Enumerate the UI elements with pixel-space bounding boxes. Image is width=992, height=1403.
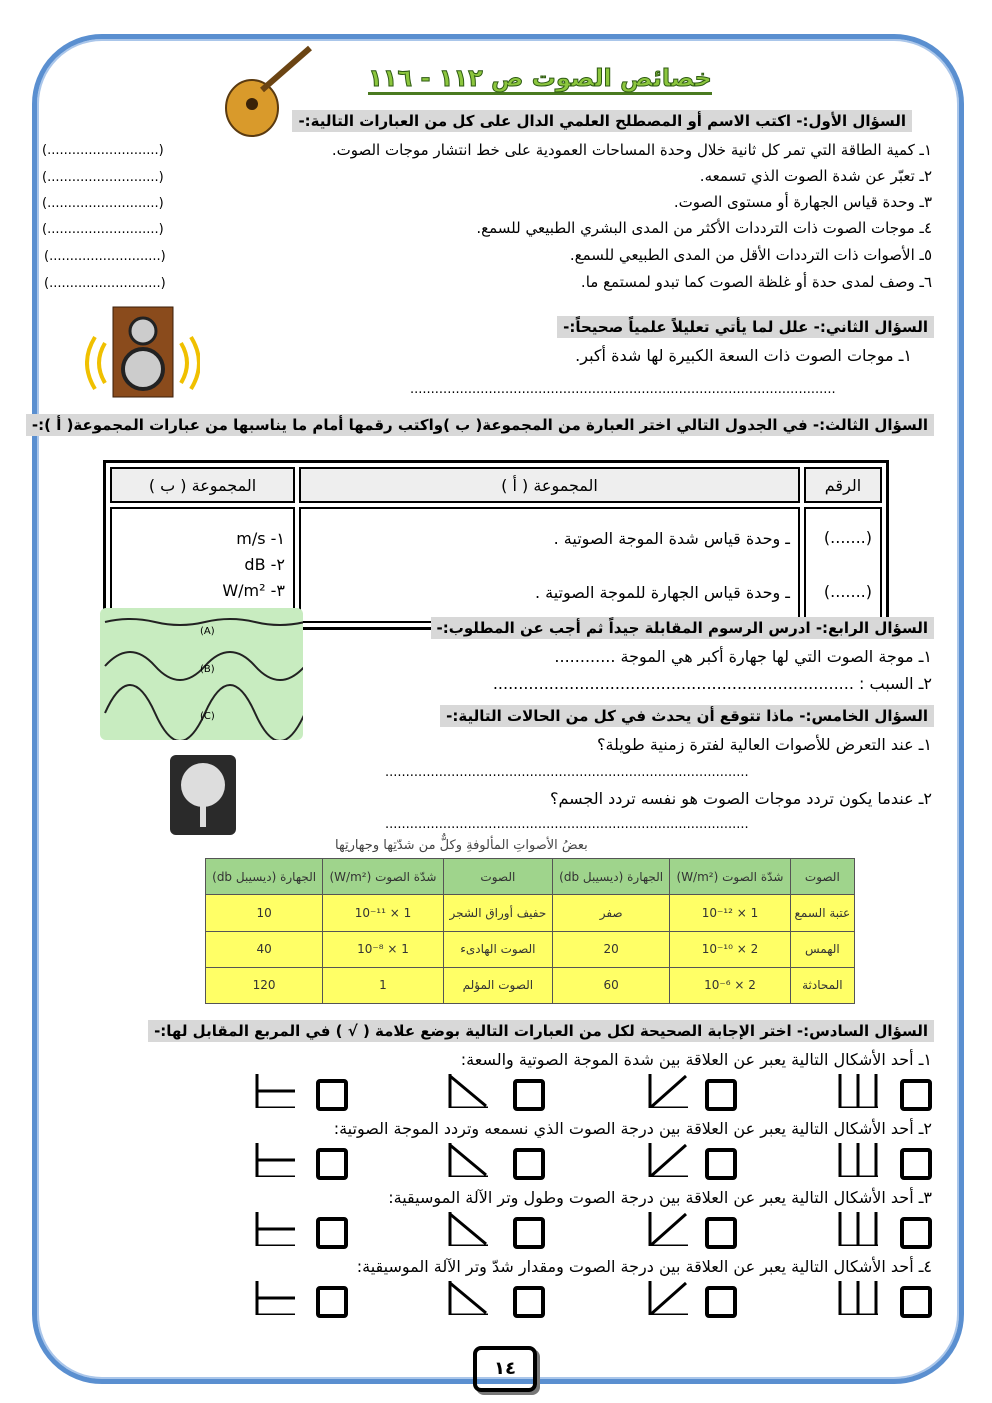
q3-header: السؤال الثالث:- في الجدول التالي اختر العبارة من المجموعة( ب )واكتب رقمها أمام ما يناسبها من عبارات المجموعة( أ ):- [26,414,934,436]
col-header-group-b: المجموعة ( ب ) [110,467,295,503]
answer-blank[interactable]: (...........................) [42,196,164,211]
rising-line-graph-icon [648,1212,688,1246]
table-cell: الصوت المؤلم [443,967,552,1003]
col-header-number: الرقم [804,467,882,503]
header-cell: الصوت [790,859,854,895]
group-a-item: ـ وحدة قياس شدة الموجة الصوتية . [553,528,790,548]
q6-item: ٣ـ أحد الأشكال التالية يعبر عن العلاقة بين درجة الصوت وطول وتر الآلة الموسيقية: [388,1188,932,1207]
answer-checkbox[interactable] [900,1079,932,1111]
table-cell: 2 × 10⁻⁶ [670,967,790,1003]
q6-item: ٢ـ أحد الأشكال التالية يعبر عن العلاقة بين درجة الصوت الذي نسمعه وتردد الموجة الصوتية: [333,1119,932,1138]
table-cell: حفيف أوراق الشجر [443,895,552,931]
tree-image [170,755,236,835]
header-cell: شدّة الصوت (W/m²) [670,859,790,895]
table-cell: 1 [323,967,443,1003]
table-cell: 1 × 10⁻¹² [670,895,790,931]
answer-line[interactable]: ....................................................................................................... [410,382,836,397]
header-cell: الجهارة (ديسيبل db) [206,859,323,895]
answer-checkbox[interactable] [705,1217,737,1249]
flat-line-graph-icon [255,1281,295,1315]
q1-item: ٥ـ الأصوات ذات الترددات الأقل من المدى الطبيعي للسمع. [569,246,932,264]
falling-line-graph-icon [448,1212,488,1246]
answer-checkbox[interactable] [705,1079,737,1111]
table-cell: عتبة السمع [790,895,854,931]
number-blank[interactable]: (.......) [823,582,872,601]
answer-checkbox[interactable] [316,1079,348,1111]
table-cell: 2 × 10⁻¹⁰ [670,931,790,967]
wave-label-c: (C) [200,711,215,722]
q4-header: السؤال الرابع:- ادرس الرسوم المقابلة جيداً ثم أجب عن المطلوب:- [431,617,934,639]
page-title: خصائص الصوت ص ١١٢ - ١١٦ [368,64,712,95]
answer-line[interactable]: ........................................................................................ [385,765,749,780]
q4-item: ٢ـ السبب : ....................................................................... [492,674,932,693]
q2-header: السؤال الثاني:- علل لما يأتي تعليلاً علمياً صحيحاً:- [557,316,934,338]
q6-header: السؤال السادس:- اختر الإجابة الصحيحة لكل من العبارات التالية بوضع علامة ( √ ) في المربع المقابل لها:- [148,1020,934,1042]
rising-line-graph-icon [648,1143,688,1177]
answer-blank[interactable]: (...........................) [42,222,164,237]
table-cell: الصوت الهادىء [443,931,552,967]
speaker-image [85,303,200,401]
parallel-lines-graph-icon [838,1143,878,1177]
page-title-wrap [330,64,750,95]
rising-line-graph-icon [648,1074,688,1108]
answer-checkbox[interactable] [705,1148,737,1180]
answer-checkbox[interactable] [900,1148,932,1180]
group-b-item: ٢- dB [244,555,285,574]
parallel-lines-graph-icon [838,1212,878,1246]
rising-line-graph-icon [648,1281,688,1315]
answer-checkbox[interactable] [513,1217,545,1249]
wave-label-a: (A) [200,626,215,637]
falling-line-graph-icon [448,1143,488,1177]
q1-item: ٢ـ تعبّر عن شدة الصوت الذي تسمعه. [699,167,932,185]
flat-line-graph-icon [255,1074,295,1108]
q1-header: السؤال الأول:- اكتب الاسم أو المصطلح العلمي الدال على كل من العبارات التالية:- [292,110,912,132]
answer-checkbox[interactable] [900,1217,932,1249]
q5-item: ٢ـ عندما يكون تردد موجات الصوت هو نفسه تردد الجسم؟ [550,789,932,808]
page-number: ١٤ [473,1346,537,1392]
table-cell: صفر [553,895,670,931]
q1-item: ٣ـ وحدة قياس الجهارة أو مستوى الصوت. [673,193,932,211]
answer-checkbox[interactable] [900,1286,932,1318]
group-a-item: ـ وحدة قياس الجهارة للموجة الصوتية . [534,582,790,602]
group-b-item: ١- m/s [236,529,285,548]
header-cell: شدّة الصوت (W/m²) [323,859,443,895]
answer-checkbox[interactable] [513,1148,545,1180]
sound-levels-table [205,858,855,1004]
answer-checkbox[interactable] [705,1286,737,1318]
q2-item: ١ـ موجات الصوت ذات السعة الكبيرة لها شدة أكبر. [575,346,912,365]
table-cell: 1 × 10⁻¹¹ [323,895,443,931]
table-cell: 40 [206,931,323,967]
q4-item: ١ـ موجة الصوت التي لها جهارة أكبر هي الموجة ............ [554,647,932,666]
header-cell: الجهارة (ديسيبل db) [553,859,670,895]
table-cell: 20 [553,931,670,967]
flat-line-graph-icon [255,1143,295,1177]
q1-item: ٤ـ موجات الصوت ذات الترددات الأكثر من المدى البشري الطبيعي للسمع. [476,219,932,237]
q6-item: ٤ـ أحد الأشكال التالية يعبر عن العلاقة بين درجة الصوت ومقدار شدّ وتر الآلة الموسيقية: [356,1257,932,1276]
table-cell: 10 [206,895,323,931]
q1-item: ١ـ كمية الطاقة التي تمر كل ثانية خلال وحدة المساحات العمودية على خط انتشار موجات الصوت. [331,141,932,159]
waves-image [100,608,303,740]
parallel-lines-graph-icon [838,1281,878,1315]
answer-line[interactable]: ........................................................................................ [385,817,749,832]
answer-checkbox[interactable] [513,1079,545,1111]
sound-table-caption: بعضُ الأصواتِ المألوفةِ وكلٌّ من شدّتِها وجهارتِها [335,838,588,853]
header-cell: الصوت [443,859,552,895]
q1-item: ٦ـ وصف لمدى حدة أو غلظة الصوت كما تبدو لمستمع ما. [580,273,932,291]
wave-label-b: (B) [200,664,215,675]
answer-checkbox[interactable] [316,1217,348,1249]
answer-checkbox[interactable] [316,1148,348,1180]
answer-blank[interactable]: (...........................) [44,249,166,264]
q5-item: ١ـ عند التعرض للأصوات العالية لفترة زمنية طويلة؟ [596,735,932,754]
answer-blank[interactable]: (...........................) [42,143,164,158]
falling-line-graph-icon [448,1281,488,1315]
answer-blank[interactable]: (...........................) [44,276,166,291]
group-b-item: ٣- W/m² [222,581,285,600]
q6-item: ١ـ أحد الأشكال التالية يعبر عن العلاقة بين شدة الموجة الصوتية والسعة: [460,1050,932,1069]
table-cell: الهمس [790,931,854,967]
q5-header: السؤال الخامس:- ماذا تتوقع أن يحدث في كل من الحالات التالية:- [440,705,934,727]
table-cell: 120 [206,967,323,1003]
table-cell: 1 × 10⁻⁸ [323,931,443,967]
answer-blank[interactable]: (...........................) [42,170,164,185]
flat-line-graph-icon [255,1212,295,1246]
parallel-lines-graph-icon [838,1074,878,1108]
matching-table [103,460,889,630]
falling-line-graph-icon [448,1074,488,1108]
answer-checkbox[interactable] [513,1286,545,1318]
answer-checkbox[interactable] [316,1286,348,1318]
number-blank[interactable]: (.......) [823,528,872,547]
col-header-group-a: المجموعة ( أ ) [299,467,800,503]
table-cell: 60 [553,967,670,1003]
table-cell: المحادثة [790,967,854,1003]
